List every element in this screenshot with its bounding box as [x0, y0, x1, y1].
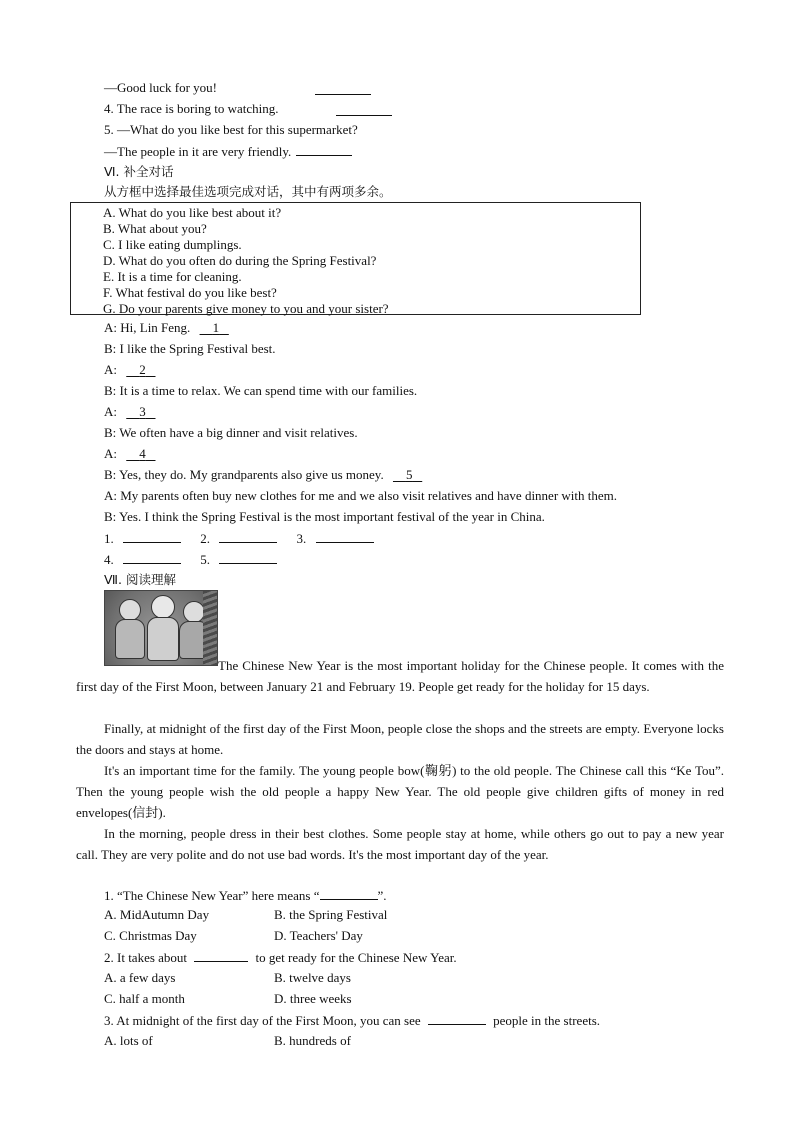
- question-4-line: [104, 101, 279, 117]
- answer-row: [104, 530, 374, 547]
- dialogue-line: [104, 341, 276, 357]
- blank-number: 1: [212, 320, 220, 335]
- line-text: 5. —What do you like best for this supermarket?: [104, 122, 358, 137]
- blank-number: 2: [139, 362, 146, 377]
- answer-blank[interactable]: [320, 887, 378, 900]
- dialogue-line: [104, 320, 229, 336]
- option-b[interactable]: B. twelve days: [274, 970, 351, 985]
- question-text: to get ready for the Chinese New Year.: [255, 950, 457, 965]
- dialogue-text: B: Yes, they do. My grandparents also give us money.: [104, 467, 384, 482]
- section-6-heading: Ⅵ. 补全对话: [104, 164, 174, 179]
- options-box: [70, 202, 641, 315]
- dialogue-blank[interactable]: [126, 404, 155, 419]
- dialogue-blank[interactable]: [126, 446, 155, 461]
- question-1: [104, 887, 387, 904]
- prev-dialogue-line: [104, 80, 217, 96]
- section-7-heading: Ⅶ. 阅读理解: [104, 572, 176, 587]
- question-5-line: [104, 122, 358, 138]
- answer-blank[interactable]: [315, 82, 371, 95]
- dialogue-line: [104, 467, 422, 483]
- answer-label: 2.: [200, 531, 210, 546]
- answer-row: [104, 551, 277, 568]
- line-text: 4. The race is boring to watching.: [104, 101, 279, 116]
- blank-number: 3: [139, 404, 146, 419]
- blank-number: 4: [139, 446, 146, 461]
- dialogue-text: B: Yes. I think the Spring Festival is the most important festival of the year in China.: [104, 509, 545, 524]
- dialogue-text: B: We often have a big dinner and visit relatives.: [104, 425, 358, 440]
- figure-head-icon: [183, 601, 205, 623]
- answer-blank[interactable]: [219, 551, 277, 564]
- dialogue-text: A: My parents often buy new clothes for me and we also visit relatives and have dinner with them.: [104, 488, 618, 503]
- option-c[interactable]: C. Christmas Day: [104, 928, 197, 943]
- figure-head-icon: [151, 595, 175, 619]
- answer-label: 1.: [104, 531, 114, 546]
- answer-blank[interactable]: [123, 551, 181, 564]
- dialogue-blank[interactable]: [393, 467, 422, 482]
- question-text: people in the streets.: [493, 1013, 601, 1028]
- option-c[interactable]: C. half a month: [104, 991, 185, 1006]
- blank-number: 5: [405, 467, 413, 482]
- dialogue-text: A:: [104, 362, 117, 377]
- option-d: D. What do you often do during the Spring Festival?: [103, 253, 377, 268]
- option-c: C. I like eating dumplings.: [103, 237, 242, 252]
- answer-blank[interactable]: [428, 1012, 486, 1025]
- answer-blank[interactable]: [194, 949, 248, 962]
- dialogue-text: B: It is a time to relax. We can spend time with our families.: [104, 383, 418, 398]
- option-b: B. What about you?: [103, 221, 207, 236]
- dialogue-line: [104, 509, 545, 525]
- section-6-instruction: 从方框中选择最佳选项完成对话，其中有两项多余。: [104, 184, 392, 199]
- reading-paragraph-1: The Chinese New Year is the most important holiday for the Chinese people. It comes with the first day of the First Moon, between January 21 and February 19. People get ready for the holiday for 15 days.: [76, 658, 724, 694]
- option-g: G. Do your parents give money to you and your sister?: [103, 301, 389, 316]
- question-2: [104, 949, 457, 966]
- reading-paragraph-3: It's an important time for the family. The young people bow(鞠躬) to the old people. The Chinese call this “Ke Tou”. Then the young people wish the old people a happy New Year. The old people give children gifts of money in red envelopes(信封).: [76, 763, 724, 820]
- dialogue-line: [104, 383, 417, 399]
- dialogue-line: [104, 488, 617, 504]
- reading-paragraph-4: In the morning, people dress in their best clothes. Some people stay at home, while others go out to pay a new year call. They are very polite and do not use bad words. It's the most important day of the year.: [76, 826, 724, 862]
- answer-blank[interactable]: [219, 530, 277, 543]
- option-a[interactable]: A. a few days: [104, 970, 176, 985]
- dialogue-blank[interactable]: [126, 362, 155, 377]
- question-text: ”.: [377, 888, 387, 903]
- option-a: A. What do you like best about it?: [103, 205, 282, 220]
- question-5-reply-line: [104, 143, 352, 160]
- option-d[interactable]: D. three weeks: [274, 991, 352, 1006]
- answer-blank[interactable]: [296, 143, 352, 156]
- dialogue-text: A: Hi, Lin Feng.: [104, 320, 191, 335]
- reading-paragraph-2: Finally, at midnight of the first day of the First Moon, people close the shops and the streets are empty. Everyone locks the doors and stays at home.: [76, 721, 724, 757]
- answer-blank[interactable]: [316, 530, 374, 543]
- dialogue-blank[interactable]: [200, 320, 229, 335]
- option-a[interactable]: A. lots of: [104, 1033, 153, 1048]
- option-b[interactable]: B. hundreds of: [274, 1033, 351, 1048]
- answer-label: 4.: [104, 552, 114, 567]
- option-b[interactable]: B. the Spring Festival: [274, 907, 388, 922]
- option-d[interactable]: D. Teachers' Day: [274, 928, 363, 943]
- answer-label: 5.: [200, 552, 210, 567]
- figure-head-icon: [119, 599, 141, 621]
- question-text: 1. “The Chinese New Year” here means “: [104, 888, 320, 903]
- dialogue-text: A:: [104, 446, 117, 461]
- dialogue-text: A:: [104, 404, 117, 419]
- question-3: [104, 1012, 600, 1029]
- dialogue-line: [104, 446, 156, 462]
- option-e: E. It is a time for cleaning.: [103, 269, 242, 284]
- line-text: —Good luck for you!: [104, 80, 218, 95]
- dialogue-line: [104, 404, 156, 420]
- dialogue-text: B: I like the Spring Festival best.: [104, 341, 276, 356]
- dialogue-line: [104, 425, 358, 441]
- option-a[interactable]: A. MidAutumn Day: [104, 907, 210, 922]
- figure-body-icon: [115, 619, 145, 659]
- answer-blank[interactable]: [123, 530, 181, 543]
- question-text: 3. At midnight of the first day of the First Moon, you can see: [104, 1013, 421, 1028]
- option-f: F. What festival do you like best?: [103, 285, 277, 300]
- line-text: —The people in it are very friendly.: [104, 144, 292, 159]
- answer-blank[interactable]: [336, 103, 392, 116]
- question-text: 2. It takes about: [104, 950, 188, 965]
- answer-label: 3.: [296, 531, 307, 546]
- dialogue-line: [104, 362, 156, 378]
